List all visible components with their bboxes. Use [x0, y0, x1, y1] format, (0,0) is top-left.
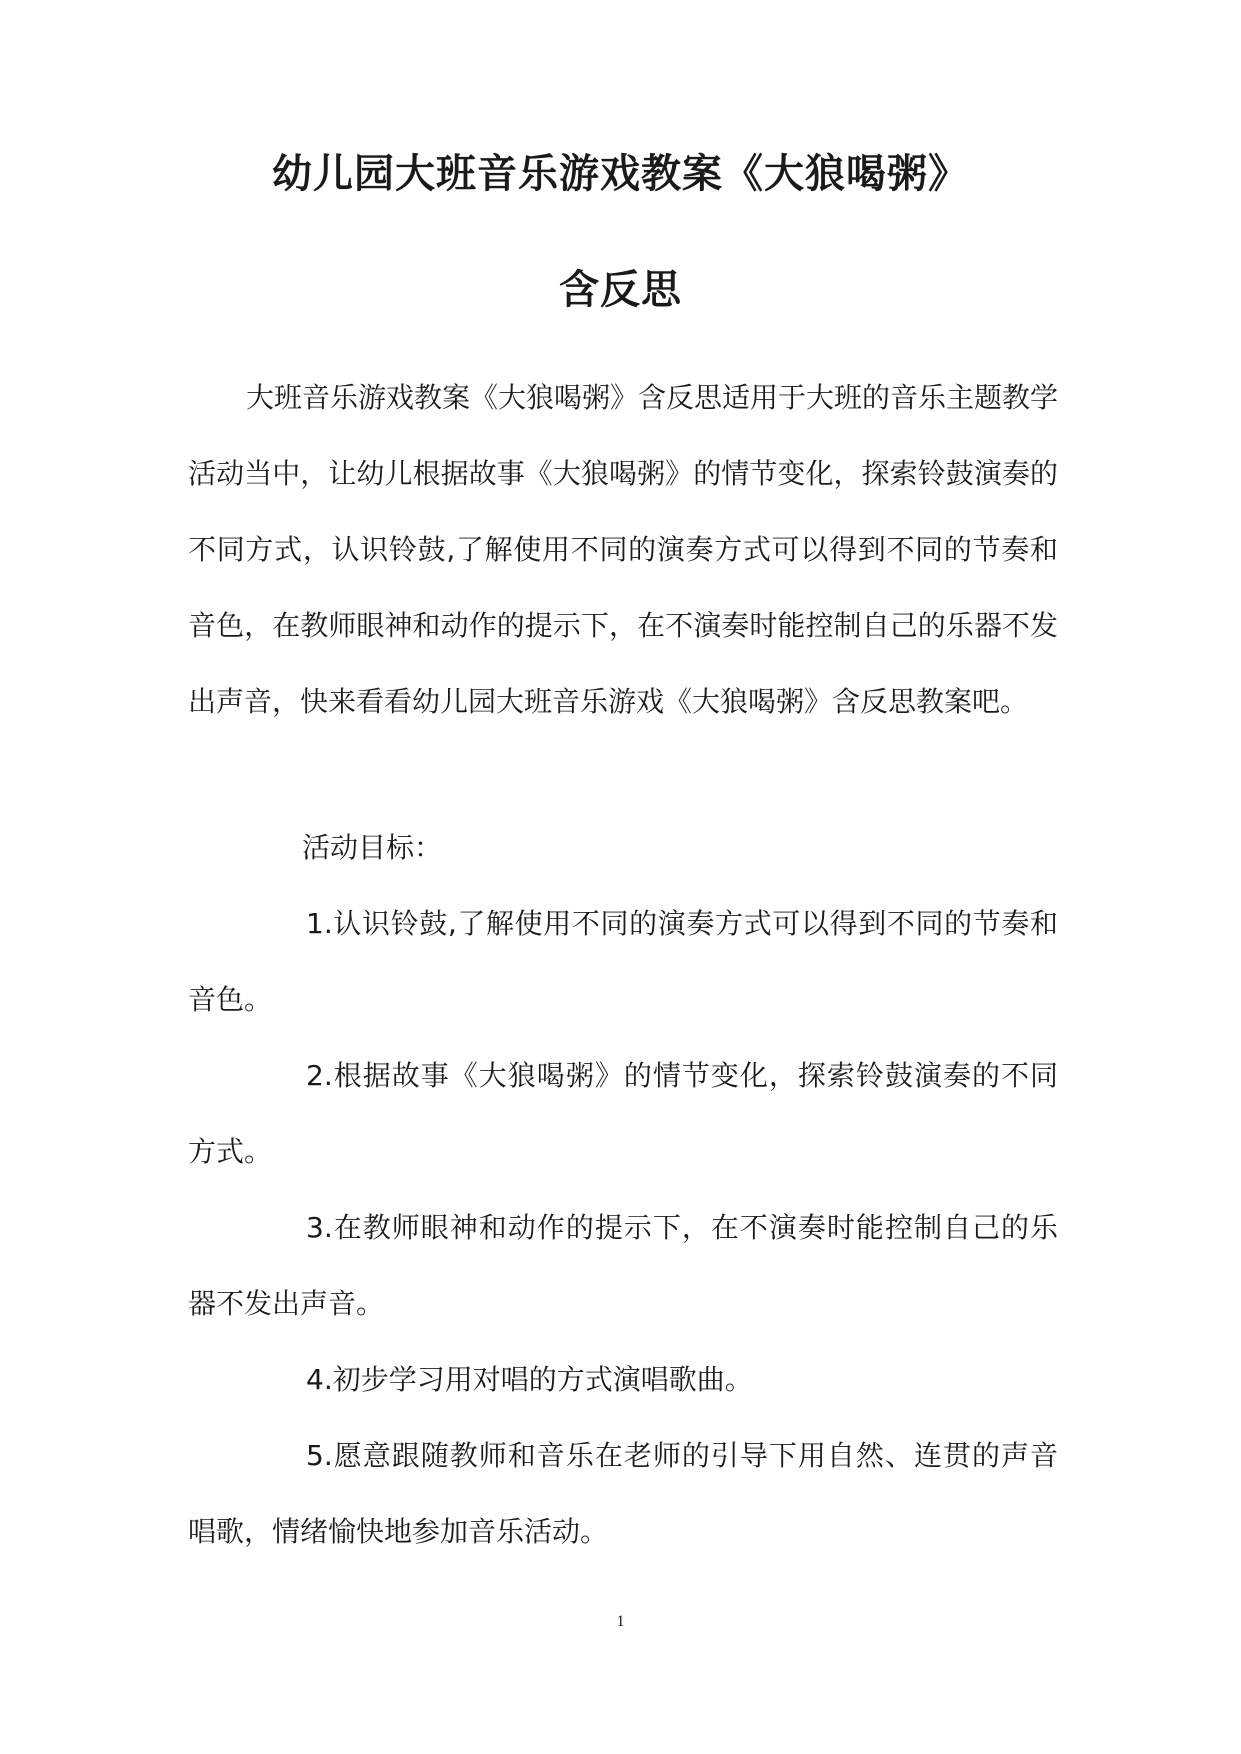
goals-heading: 活动目标：	[302, 831, 443, 864]
page-number: 1	[616, 1613, 625, 1630]
goal-item-3: 3.在教师眼神和动作的提示下，在不演奏时能控制自己的乐器不发出声音。	[188, 1211, 1058, 1320]
goal-item-4: 4.初步学习用对唱的方式演唱歌曲。	[306, 1363, 753, 1396]
intro-paragraph: 大班音乐游戏教案《大狼喝粥》含反思适用于大班的音乐主题教学活动当中，让幼儿根据故事《大狼喝粥》的情节变化，探索铃鼓演奏的不同方式，认识铃鼓,了解使用不同的演奏方式可以得到不同的节奏和音色，在教师眼神和动作的提示下，在不演奏时能控制自己的乐器不发出声音，快来看看幼儿园大班音乐游戏《大狼喝粥》含反思教案吧。	[188, 381, 1059, 718]
goal-item-1: 1.认识铃鼓,了解使用不同的演奏方式可以得到不同的节奏和音色。	[188, 907, 1058, 1016]
document-title-line-2: 含反思	[559, 266, 682, 313]
goal-item-2: 2.根据故事《大狼喝粥》的情节变化，探索铃鼓演奏的不同方式。	[188, 1059, 1058, 1168]
document-title-line-1: 幼儿园大班音乐游戏教案《大狼喝粥》	[272, 150, 969, 197]
goal-item-5: 5.愿意跟随教师和音乐在老师的引导下用自然、连贯的声音唱歌，情绪愉快地参加音乐活动。	[188, 1439, 1058, 1548]
